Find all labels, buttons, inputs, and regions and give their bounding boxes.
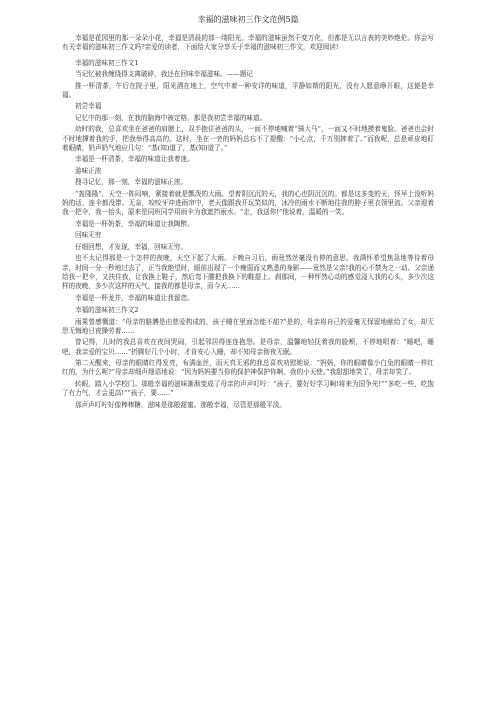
- paragraph: 幼时的我，总喜欢坐在爸爸的肩膀上，双手抱住爸爸的头，一面不停地喊着“骑大马”，一面又不时地摸着鬼脸。爸爸也会时不时地撑着我的手，把我举得高高的。这时，坐在一旁的妈妈总忘不了提醒：“小心点，千万别摔着了。”而我呢，总是顽皮地盯着眼睛，奶声奶气地应几句：“基(知)道了，基(知)道了。”: [62, 125, 434, 152]
- section-heading: 初尝幸福: [75, 102, 102, 111]
- paragraph: 推一杯清茶，午后在院子里，阳光洒在地上，空气中着一种安详的味道，平静如斯的阳光，没有人愿意睁开眼，这便是幸福。: [62, 81, 434, 99]
- section-heading: 回味无穷: [75, 231, 102, 240]
- section-heading: 游味正浓: [75, 166, 102, 175]
- paragraph: 幸福是一杯龙井，幸福的味道让我留恋。: [75, 293, 194, 302]
- paragraph: 那声声叮咛好像棒棒糖，滋味是那般甜蜜。那般幸福，尽管是那般平淡。: [75, 400, 286, 409]
- intro-paragraph: 幸福是花园里的那一朵朵小花，幸福是清晨的那一缕阳光。幸福的滋味虽然千变万化，但都是无以言表的美妙绝伦。你会写有关幸福的滋味初三作文吗?亲爱的读者，下面给大家分享关于幸福的滋味初三作文，欢迎阅读!: [62, 34, 434, 52]
- paragraph: “轰隆隆”，天空一阵闷响，紧接着就是瓢泼的大雨。望着阴沉沉的天，我的心也阴沉沉的。都是这多变的天，怪早上没听妈妈的话，连伞都没带。无奈，咬咬牙冲进雨帘中，老天像跟我开玩笑似的，冰冷的雨水不断地往我的脖子里衣领里流。父亲迎着我一把伞，我一抬头，原来是同班同学用雨伞为我遮挡雨水。“走，我送你!”他说着，温暖的一笑。: [62, 189, 434, 217]
- document-title: 幸福的滋味初三作文范例5篇: [197, 15, 299, 24]
- paragraph: 仔细回想，才发现，幸福，回味无穷。: [75, 242, 188, 251]
- paragraph: 第二天醒来，母亲的眼睛红得发亮，布满血丝，而天真无邪的我总喜欢劝慰她说：“妈妈，你的眼睛像小白兔的眼睛一样红红的，为什么呢?”母亲却细声细语地说：“因为妈妈要当你的保护神保护你啊，我的小天使。”我甜甜地笑了，母亲却笑了。: [62, 359, 434, 377]
- paragraph: 雨果曾感慨道：“母亲的胳膊是由慈爱构成的，孩子睡在里面怎能不甜?”是的，母亲将自己的爱毫无保留地献给了女，却无怨无悔地日夜操劳着……: [62, 317, 434, 335]
- paragraph: 转眼，踏入小学校门。那般幸福的滋味渐渐变成了母亲的声声叮咛：“孩子，要好好学习啊!将来为国争光!”“多吃一些，吃饱了有力气，才会更高!”“孩子，要……”: [62, 379, 434, 398]
- paragraph: 幸福是一杯奶茶，幸福的味道让我陶醉。: [75, 219, 194, 228]
- essay-heading: 幸福的滋味初三作文2: [75, 306, 139, 315]
- paragraph: 曾记得，儿时的我总喜欢在夜间哭闹，引起邻居得连连抱怨。是母亲，温馨地轻抚着我的脸颊，不停地唱着：“睡吧，睡吧，我亲爱的宝贝……”折腾好几个小时，才肯安心入睡，却不知母亲彻夜无眠。: [62, 338, 434, 356]
- essay-heading: 幸福的滋味初三作文1: [75, 58, 139, 67]
- paragraph: 幸福是一杯清茶，幸福的味道让我着迷。: [75, 155, 194, 164]
- paragraph: 记忆中的那一刻，在我的脑海中被定格，那是我初尝幸福的味道。: [75, 113, 267, 122]
- paragraph: 搜寻记忆，那一刻，幸福的滋味正浓。: [75, 178, 188, 187]
- paragraph: 当记忆被我缠绕得支离破碎，我还在回味幸福滋味。——题记: [75, 70, 254, 79]
- paragraph: 也不太记得那是一个怎样的夜晚，天空下起了大雨。下晚自习后，雨竟然丝毫没有停的意思。我满怀希望焦急地等待着母亲，时间一分一秒地过去了，正当我绝望时，眼前出现了一个瘦弱而又熟悉的身影——竟然是父亲!我的心不禁为之一动。父亲递给我一把伞，又扶住我，让我换上鞋子，然后弯下腰把我换下的鞋提上。刹那间，一种怦然心动的感觉浸入我的心头，多少次这样的夜晚，多少次这样的天气，接我的都是母亲，而今天……: [62, 254, 434, 291]
